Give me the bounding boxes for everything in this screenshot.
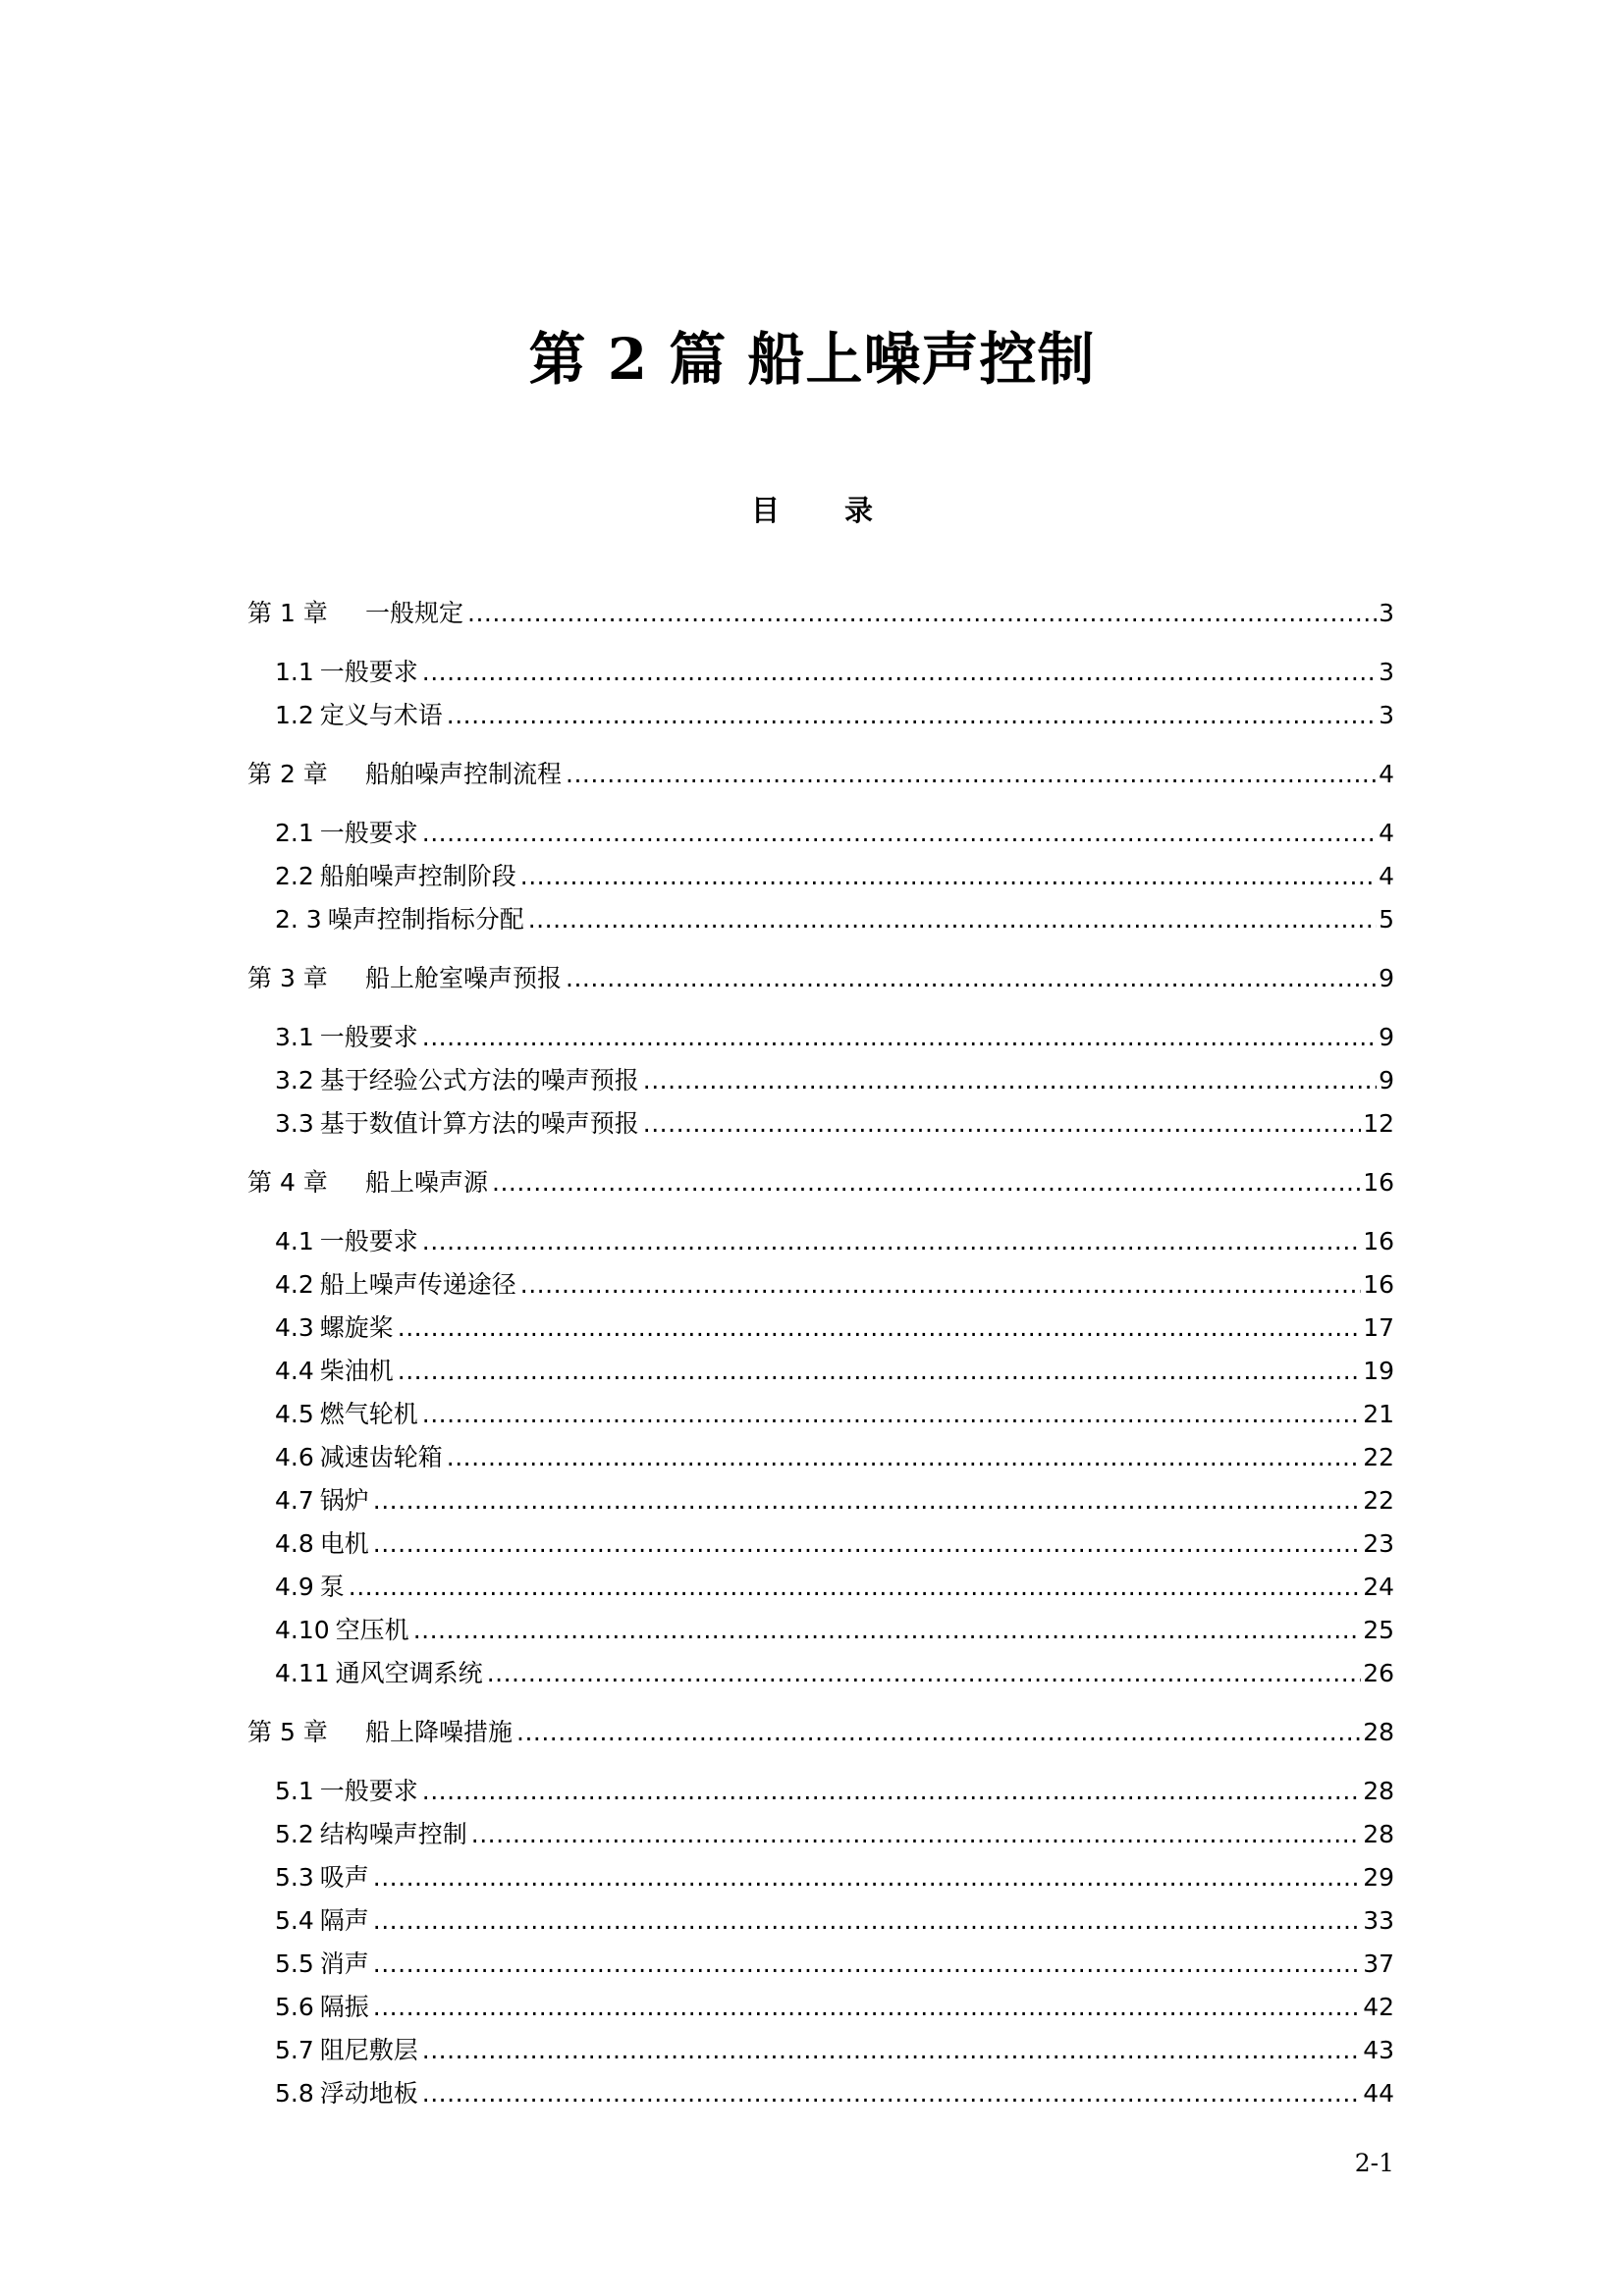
toc-dot-leader <box>349 1571 1361 1604</box>
toc-entry-number: 4.11 <box>275 1659 330 1687</box>
toc-dot-leader <box>373 1527 1361 1561</box>
toc-entry-page: 24 <box>1363 1573 1394 1601</box>
toc-entry-number: 5.2 <box>275 1820 314 1848</box>
toc-entry-page: 28 <box>1363 1777 1394 1805</box>
toc-dot-leader <box>398 1355 1361 1388</box>
toc-entry-page: 16 <box>1363 1168 1394 1197</box>
toc-entry-number: 5.5 <box>275 1949 314 1978</box>
toc-entry-page: 3 <box>1379 599 1394 627</box>
toc-entry-number: 1.1 <box>275 658 314 686</box>
toc-section-entry[interactable] <box>275 1527 1394 1561</box>
toc-entry-number: 4.9 <box>275 1573 314 1601</box>
toc-section-entry[interactable] <box>275 903 1394 936</box>
page-title: 第 2 篇 船上噪声控制 <box>528 326 1096 393</box>
toc-dot-leader <box>373 1484 1361 1518</box>
toc-entry-title: 基于数值计算方法的噪声预报 <box>319 1109 639 1138</box>
toc-dot-leader <box>422 1225 1361 1258</box>
toc-entry-page: 4 <box>1379 760 1394 788</box>
toc-entry-title: 螺旋桨 <box>319 1313 394 1342</box>
toc-entry-number: 4.1 <box>275 1227 314 1255</box>
toc-entry-page: 22 <box>1363 1443 1394 1471</box>
toc-entry-number: 5.8 <box>275 2079 314 2108</box>
toc-section-entry[interactable] <box>275 1614 1394 1647</box>
toc-dot-leader <box>447 1441 1361 1474</box>
toc-dot-leader <box>566 962 1377 995</box>
toc-entry-page: 3 <box>1379 658 1394 686</box>
toc-dot-leader <box>643 1064 1377 1097</box>
toc-entry-page: 16 <box>1363 1227 1394 1255</box>
toc-section-entry[interactable] <box>275 1441 1394 1474</box>
toc-entry-title: 阻尼敷层 <box>319 2036 418 2064</box>
toc-section-entry[interactable] <box>275 1991 1394 2024</box>
toc-entry-page: 9 <box>1379 964 1394 992</box>
toc-section-entry[interactable] <box>275 1355 1394 1388</box>
toc-dot-leader <box>373 1991 1361 2024</box>
toc-dot-leader <box>471 1818 1361 1851</box>
toc-entry-page: 4 <box>1379 819 1394 847</box>
toc-entry-title: 电机 <box>319 1529 369 1558</box>
toc-entry-page: 44 <box>1363 2079 1394 2108</box>
toc-entry-number: 4.2 <box>275 1270 314 1299</box>
toc-section-entry[interactable] <box>275 1484 1394 1518</box>
toc-entry-title: 减速齿轮箱 <box>319 1443 443 1471</box>
toc-entry-title: 一般规定 <box>365 599 464 627</box>
toc-entry-number: 5.7 <box>275 2036 314 2064</box>
toc-dot-leader <box>528 903 1377 936</box>
toc-section-entry[interactable] <box>275 1064 1394 1097</box>
toc-section-entry[interactable] <box>275 1818 1394 1851</box>
toc-chapter-entry[interactable] <box>247 962 1394 995</box>
toc-entry-title: 结构噪声控制 <box>319 1820 467 1848</box>
toc-entry-title: 船上噪声传递途径 <box>319 1270 516 1299</box>
toc-entry-page: 21 <box>1363 1400 1394 1428</box>
toc-entry-title: 柴油机 <box>319 1357 394 1385</box>
toc-entry-title: 一般要求 <box>319 819 418 847</box>
toc-chapter-entry[interactable] <box>247 1716 1394 1749</box>
toc-dot-leader <box>422 2034 1361 2067</box>
toc-entry-page: 28 <box>1363 1718 1394 1746</box>
toc-entry-title: 船舶噪声控制流程 <box>365 760 563 788</box>
toc-entry-number: 4.7 <box>275 1486 314 1515</box>
toc-entry-number: 5.4 <box>275 1906 314 1935</box>
toc-section-entry[interactable] <box>275 2077 1394 2110</box>
toc-dot-leader <box>643 1107 1361 1141</box>
toc-chapter-entry[interactable] <box>247 758 1394 791</box>
toc-entry-number: 3.2 <box>275 1066 314 1095</box>
toc-entry-title: 一般要求 <box>319 1777 418 1805</box>
toc-dot-leader <box>520 1268 1361 1302</box>
toc-dot-leader <box>422 656 1377 689</box>
toc-entry-number: 3.1 <box>275 1023 314 1051</box>
toc-entry-page: 42 <box>1363 1993 1394 2021</box>
toc-entry-page: 12 <box>1363 1109 1394 1138</box>
toc-entry-number: 3.3 <box>275 1109 314 1138</box>
toc-entry-number: 2.1 <box>275 819 314 847</box>
toc-section-entry[interactable] <box>275 656 1394 689</box>
toc-chapter-entry[interactable] <box>247 597 1394 630</box>
toc-section-entry[interactable] <box>275 817 1394 850</box>
toc-entry-number: 4.4 <box>275 1357 314 1385</box>
toc-entry-number: 1.2 <box>275 701 314 729</box>
toc-entry-number: 4.6 <box>275 1443 314 1471</box>
toc-dot-leader <box>422 1398 1361 1431</box>
toc-entry-title: 锅炉 <box>319 1486 369 1515</box>
toc-entry-page: 5 <box>1379 905 1394 934</box>
toc-dot-leader <box>422 817 1377 850</box>
toc-entry-number: 4.3 <box>275 1313 314 1342</box>
toc-entry-page: 9 <box>1379 1023 1394 1051</box>
toc-entry-title: 船上降噪措施 <box>365 1718 514 1746</box>
toc-entry-title: 一般要求 <box>319 658 418 686</box>
toc-section-entry[interactable] <box>275 1904 1394 1938</box>
toc-entry-page: 17 <box>1363 1313 1394 1342</box>
toc-entry-page: 23 <box>1363 1529 1394 1558</box>
toc-section-entry[interactable] <box>275 1861 1394 1895</box>
toc-entry-title: 一般要求 <box>319 1023 418 1051</box>
toc-entry-number: 4.8 <box>275 1529 314 1558</box>
toc-entry-title: 船上噪声源 <box>365 1168 489 1197</box>
toc-section-entry[interactable] <box>275 1775 1394 1808</box>
toc-entry-number: 2. 3 <box>275 905 322 934</box>
toc-chapter-entry[interactable] <box>247 1166 1394 1200</box>
toc-entry-page: 33 <box>1363 1906 1394 1935</box>
toc-entry-page: 29 <box>1363 1863 1394 1892</box>
toc-heading: 目 录 <box>750 494 901 527</box>
toc-section-entry[interactable] <box>275 1268 1394 1302</box>
toc-entry-number: 第 3 章 <box>247 964 328 992</box>
toc-section-entry[interactable] <box>275 1948 1394 1981</box>
toc-dot-leader <box>566 758 1377 791</box>
toc-entry-page: 25 <box>1363 1616 1394 1644</box>
toc-entry-title: 船舶噪声控制阶段 <box>319 862 516 890</box>
toc-entry-title: 隔振 <box>319 1993 369 2021</box>
toc-entry-title: 船上舱室噪声预报 <box>365 964 563 992</box>
toc-entry-number: 第 5 章 <box>247 1718 328 1746</box>
toc-dot-leader <box>487 1657 1362 1690</box>
toc-entry-title: 通风空调系统 <box>335 1659 483 1687</box>
toc-entry-title: 燃气轮机 <box>319 1400 418 1428</box>
toc-entry-number: 4.10 <box>275 1616 330 1644</box>
toc-entry-number: 第 2 章 <box>247 760 328 788</box>
toc-entry-title: 空压机 <box>335 1616 409 1644</box>
toc-section-entry[interactable] <box>275 1571 1394 1604</box>
toc-entry-title: 浮动地板 <box>319 2079 418 2108</box>
toc-dot-leader <box>373 1948 1361 1981</box>
toc-dot-leader <box>520 860 1377 893</box>
toc-entry-title: 噪声控制指标分配 <box>327 905 524 934</box>
toc-section-entry[interactable] <box>275 860 1394 893</box>
toc-dot-leader <box>373 1861 1361 1895</box>
toc-entry-page: 37 <box>1363 1949 1394 1978</box>
toc-entry-number: 第 4 章 <box>247 1168 328 1197</box>
toc-dot-leader <box>373 1904 1361 1938</box>
toc-dot-leader <box>516 1716 1361 1749</box>
toc-entry-title: 消声 <box>319 1949 369 1978</box>
toc-section-entry[interactable] <box>275 1107 1394 1141</box>
toc-dot-leader <box>467 597 1377 630</box>
toc-section-entry[interactable] <box>275 1225 1394 1258</box>
toc-entry-number: 5.1 <box>275 1777 314 1805</box>
toc-entry-number: 4.5 <box>275 1400 314 1428</box>
toc-entry-number: 5.3 <box>275 1863 314 1892</box>
toc-entry-page: 4 <box>1379 862 1394 890</box>
toc-section-entry[interactable] <box>275 1311 1394 1345</box>
toc-entry-title: 定义与术语 <box>319 701 443 729</box>
toc-dot-leader <box>447 699 1377 732</box>
toc-dot-leader <box>398 1311 1361 1345</box>
toc-dot-leader <box>422 2077 1361 2110</box>
toc-section-entry[interactable] <box>275 1021 1394 1054</box>
toc-entry-page: 9 <box>1379 1066 1394 1095</box>
toc-entry-title: 基于经验公式方法的噪声预报 <box>319 1066 639 1095</box>
toc-entry-page: 28 <box>1363 1820 1394 1848</box>
toc-dot-leader <box>492 1166 1361 1200</box>
toc-entry-number: 2.2 <box>275 862 314 890</box>
toc-entry-page: 26 <box>1363 1659 1394 1687</box>
toc-entry-number: 5.6 <box>275 1993 314 2021</box>
toc-entry-page: 3 <box>1379 701 1394 729</box>
toc-section-entry[interactable] <box>275 2034 1394 2067</box>
toc-entry-page: 22 <box>1363 1486 1394 1515</box>
toc-entry-page: 43 <box>1363 2036 1394 2064</box>
toc-entry-title: 一般要求 <box>319 1227 418 1255</box>
toc-dot-leader <box>422 1775 1361 1808</box>
toc-section-entry[interactable] <box>275 1657 1394 1690</box>
toc-dot-leader <box>422 1021 1377 1054</box>
toc-section-entry[interactable] <box>275 699 1394 732</box>
toc-entry-number: 第 1 章 <box>247 599 328 627</box>
toc-entry-page: 16 <box>1363 1270 1394 1299</box>
page-number: 2-1 <box>1354 2149 1394 2177</box>
toc-section-entry[interactable] <box>275 1398 1394 1431</box>
toc-entry-page: 19 <box>1363 1357 1394 1385</box>
toc-entry-title: 隔声 <box>319 1906 369 1935</box>
toc-entry-title: 泵 <box>319 1573 345 1601</box>
toc-entry-title: 吸声 <box>319 1863 369 1892</box>
toc-dot-leader <box>413 1614 1362 1647</box>
